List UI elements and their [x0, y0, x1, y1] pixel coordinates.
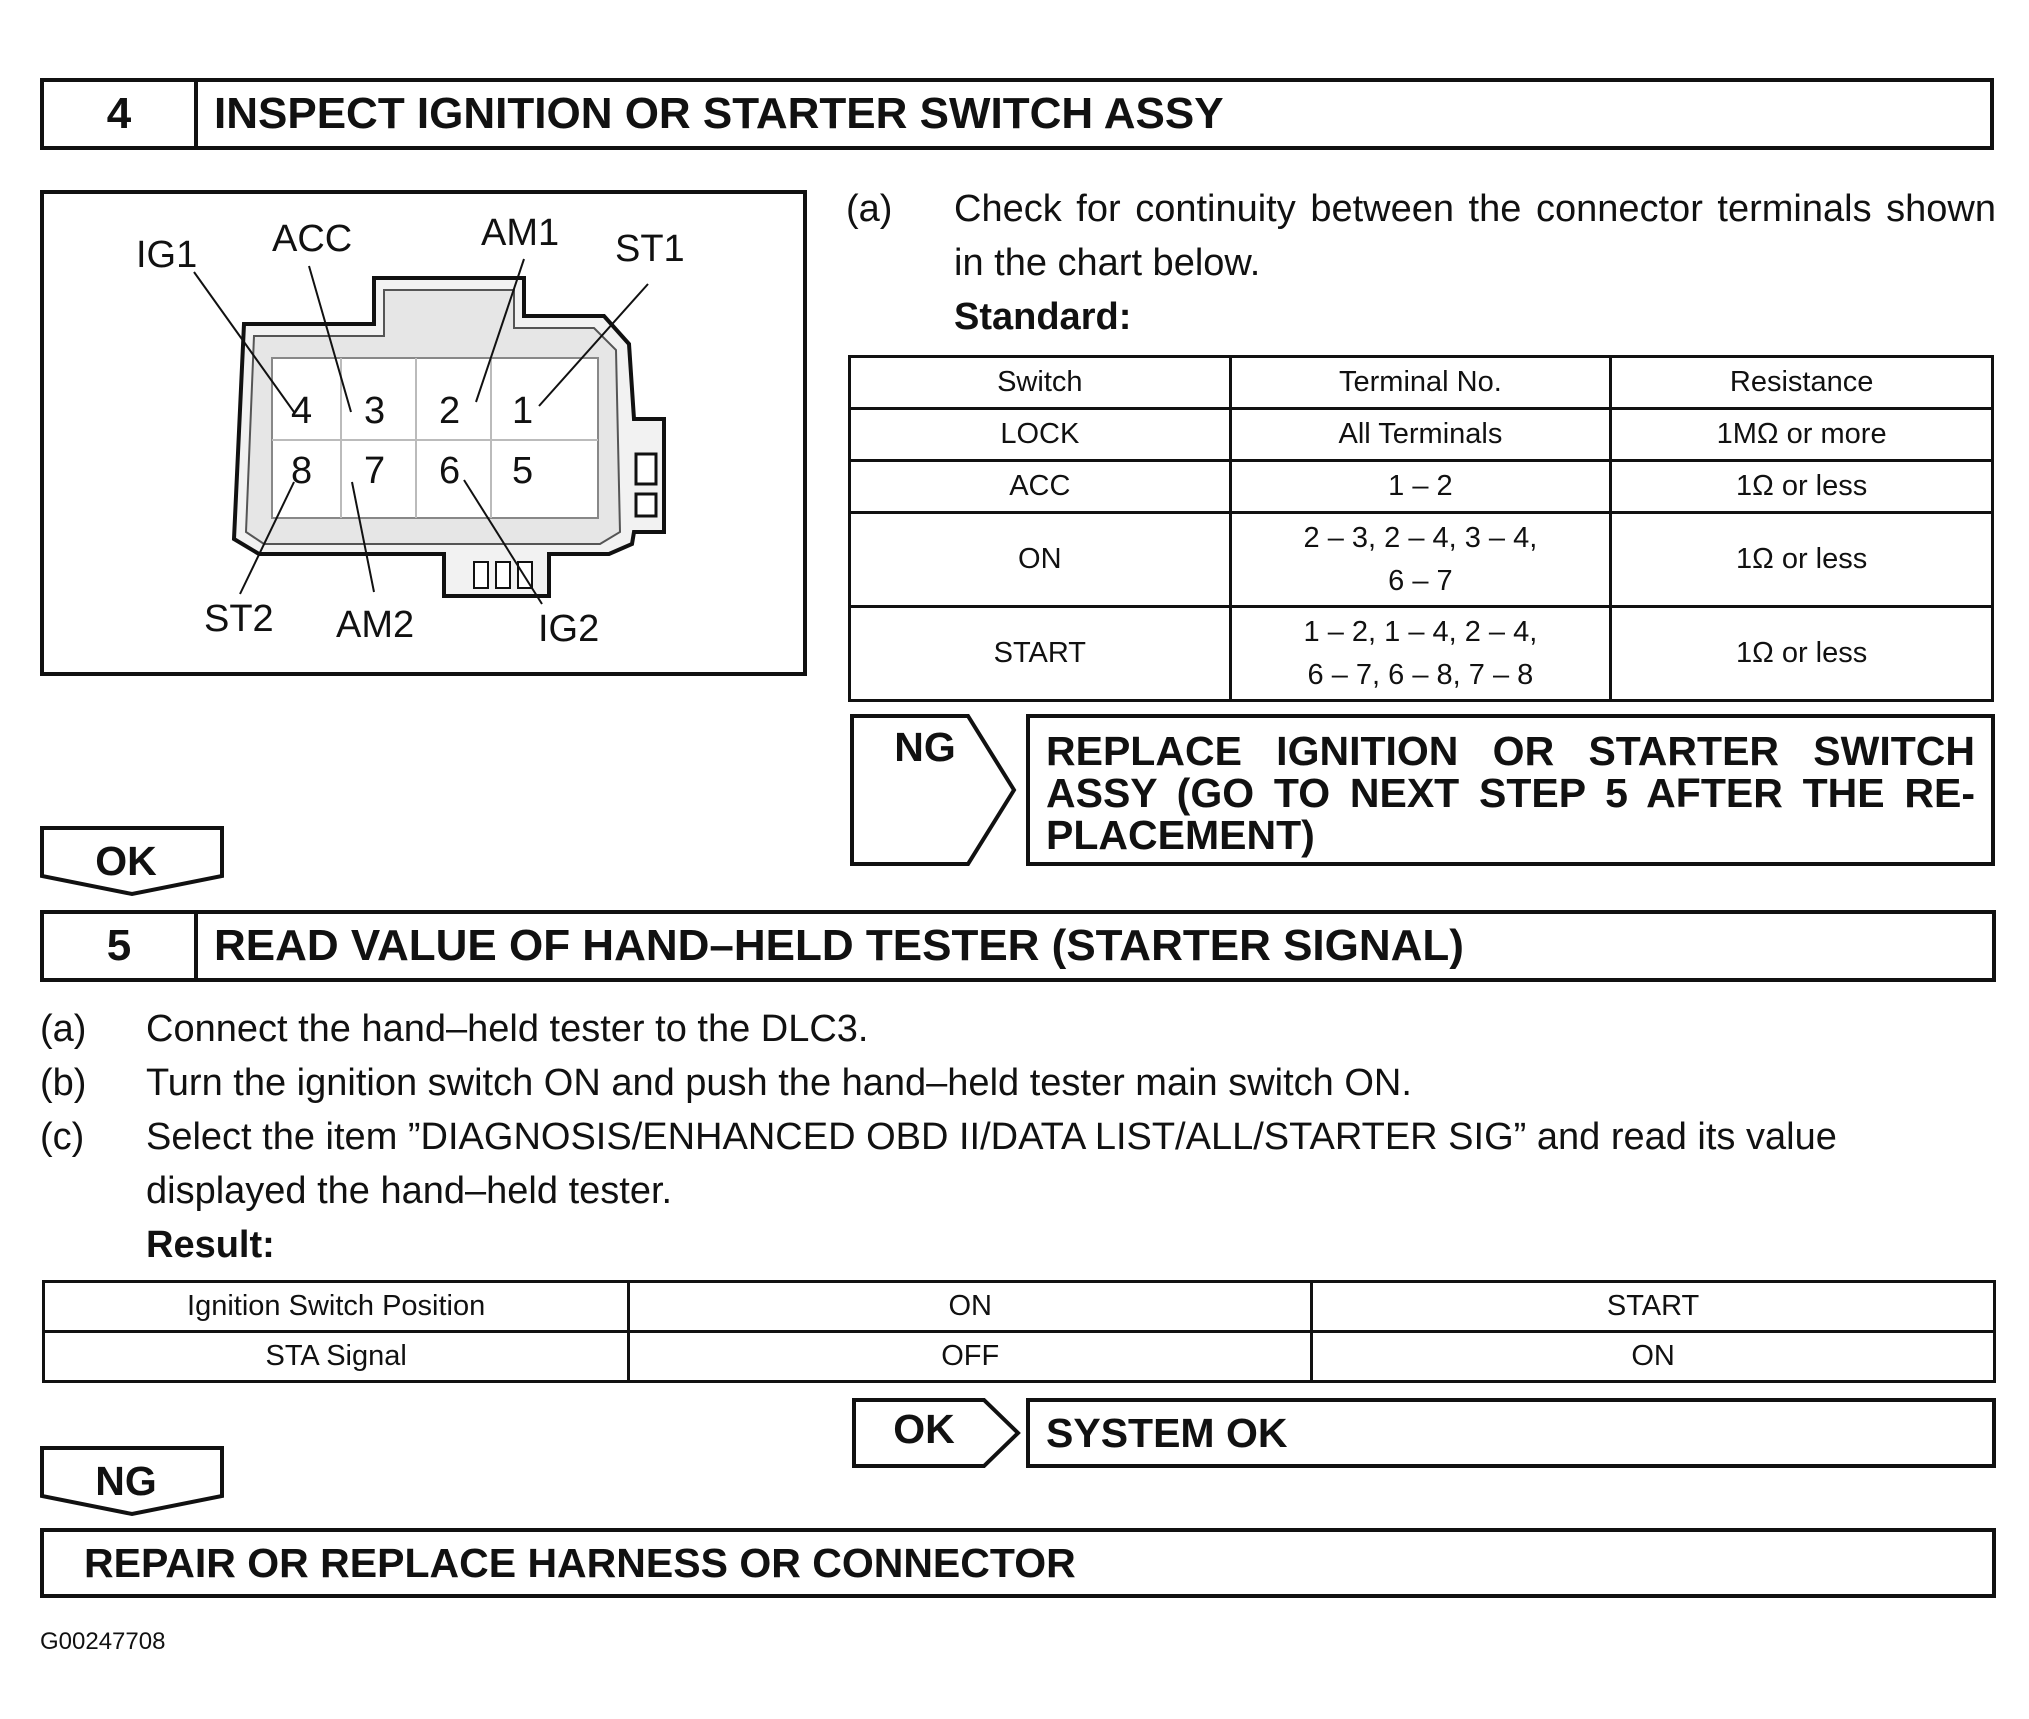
- ng-action-box-step4: [1026, 714, 1995, 866]
- ok-label-step5: OK: [893, 1406, 955, 1452]
- cell-resistance: 1Ω or less: [1611, 607, 1993, 701]
- step5-title: READ VALUE OF HAND–HELD TESTER (STARTER SIGNAL): [214, 921, 1464, 970]
- table-row: [850, 409, 1993, 461]
- figure-code: G00247708: [40, 1628, 166, 1655]
- label-am2: AM2: [336, 604, 415, 646]
- ng-label-step4: NG: [894, 724, 956, 770]
- pin-7: 7: [364, 450, 386, 492]
- step4-instruction: [846, 182, 1996, 344]
- step5-marker-b: (b): [40, 1062, 87, 1104]
- step5-item-c: [40, 1110, 2000, 1218]
- ng-action-line3: PLACEMENT): [1046, 812, 1315, 858]
- pin-8: 8: [291, 450, 313, 492]
- cell-terminal: All Terminals: [1230, 409, 1611, 461]
- cell-terminal: [1230, 513, 1611, 607]
- step5-text-c: Select the item ”DIAGNOSIS/ENHANCED OBD II/DATA LIST/ALL/STARTER SIG” and read its value: [146, 1116, 1837, 1158]
- step4-instruction-text: Check for continuity between the connector terminals shown in the chart below.: [954, 188, 1996, 284]
- standard-label: Standard:: [954, 296, 1132, 338]
- label-st2: ST2: [204, 598, 274, 640]
- system-ok-text: SYSTEM OK: [1046, 1410, 1288, 1456]
- cell-terminal-line2: 6 – 7, 6 – 8, 7 – 8: [1307, 658, 1534, 691]
- label-ig1: IG1: [136, 234, 198, 276]
- table-row: [44, 1332, 1995, 1382]
- cell-terminal: [1230, 607, 1611, 701]
- label-ig2: IG2: [538, 608, 600, 650]
- table-row: [44, 1282, 1995, 1332]
- cell-start: START: [1312, 1282, 1995, 1332]
- connector-latch: [636, 454, 656, 484]
- result-label: Result:: [146, 1224, 275, 1266]
- cell-switch: START: [850, 607, 1231, 701]
- step5-marker-c: (c): [40, 1116, 85, 1158]
- table-header-row: [850, 357, 1993, 409]
- connector-cavity-area: [272, 358, 598, 518]
- table-row: [850, 513, 1993, 607]
- pin-6: 6: [439, 450, 461, 492]
- step5-item-a: [40, 1002, 2000, 1056]
- step5-text-a: Connect the hand–held tester to the DLC3.: [146, 1008, 869, 1050]
- header-resistance: Resistance: [1611, 357, 1993, 409]
- system-ok-box: [1026, 1398, 1996, 1468]
- table-row: [850, 607, 1993, 701]
- cell-terminal-line1: 2 – 3, 2 – 4, 3 – 4,: [1303, 522, 1538, 555]
- cell-terminal: 1 – 2: [1230, 461, 1611, 513]
- cell-resistance: 1MΩ or more: [1611, 409, 1993, 461]
- cell-on: ON: [629, 1282, 1312, 1332]
- connector-diagram: [40, 190, 807, 676]
- step4-marker: (a): [846, 188, 893, 230]
- step4-title: INSPECT IGNITION OR STARTER SWITCH ASSY: [214, 89, 1224, 138]
- pin-2: 2: [439, 390, 461, 432]
- result-table: [42, 1280, 1996, 1383]
- cell-sta-on: OFF: [629, 1332, 1312, 1382]
- ng-label-step5: NG: [95, 1458, 157, 1504]
- pin-1: 1: [512, 390, 534, 432]
- cell-terminal-line2: 6 – 7: [1388, 564, 1453, 597]
- label-st1: ST1: [615, 228, 685, 270]
- header-terminal: Terminal No.: [1230, 357, 1611, 409]
- cell-sta-label: STA Signal: [44, 1332, 629, 1382]
- final-action-box: [40, 1528, 1996, 1598]
- cell-switch: ON: [850, 513, 1231, 607]
- pin-5: 5: [512, 450, 534, 492]
- step5-item-b: [40, 1056, 2000, 1110]
- continuity-table: [848, 355, 1994, 702]
- cell-resistance: 1Ω or less: [1611, 513, 1993, 607]
- final-action-text: REPAIR OR REPLACE HARNESS OR CONNECTOR: [84, 1540, 1076, 1586]
- step5-text-c-line2: displayed the hand–held tester.: [146, 1170, 673, 1212]
- step5-text-b: Turn the ignition switch ON and push the hand–held tester main switch ON.: [146, 1062, 1412, 1104]
- cell-switch: ACC: [850, 461, 1231, 513]
- cell-position-label: Ignition Switch Position: [44, 1282, 629, 1332]
- table-row: [850, 461, 1993, 513]
- cell-sta-start: ON: [1312, 1332, 1995, 1382]
- step5-marker-a: (a): [40, 1008, 87, 1050]
- cell-switch: LOCK: [850, 409, 1231, 461]
- cell-terminal-line1: 1 – 2, 1 – 4, 2 – 4,: [1303, 616, 1538, 649]
- header-switch: Switch: [850, 357, 1231, 409]
- cell-resistance: 1Ω or less: [1611, 461, 1993, 513]
- step5-number: 5: [44, 914, 198, 978]
- label-am1: AM1: [481, 212, 560, 254]
- pin-4: 4: [291, 390, 313, 432]
- ng-action-line1: REPLACE IGNITION OR STARTER SWITCH: [1046, 728, 1975, 774]
- step4-number: 4: [44, 82, 198, 146]
- pin-3: 3: [364, 390, 386, 432]
- ok-label-step4: OK: [95, 838, 157, 884]
- ng-action-line2: ASSY (GO TO NEXT STEP 5 AFTER THE RE-: [1046, 770, 1975, 816]
- step5-instructions: [40, 1002, 2000, 1272]
- step5-header: [40, 910, 1996, 982]
- step4-header: [40, 78, 1994, 150]
- label-acc: ACC: [272, 218, 353, 260]
